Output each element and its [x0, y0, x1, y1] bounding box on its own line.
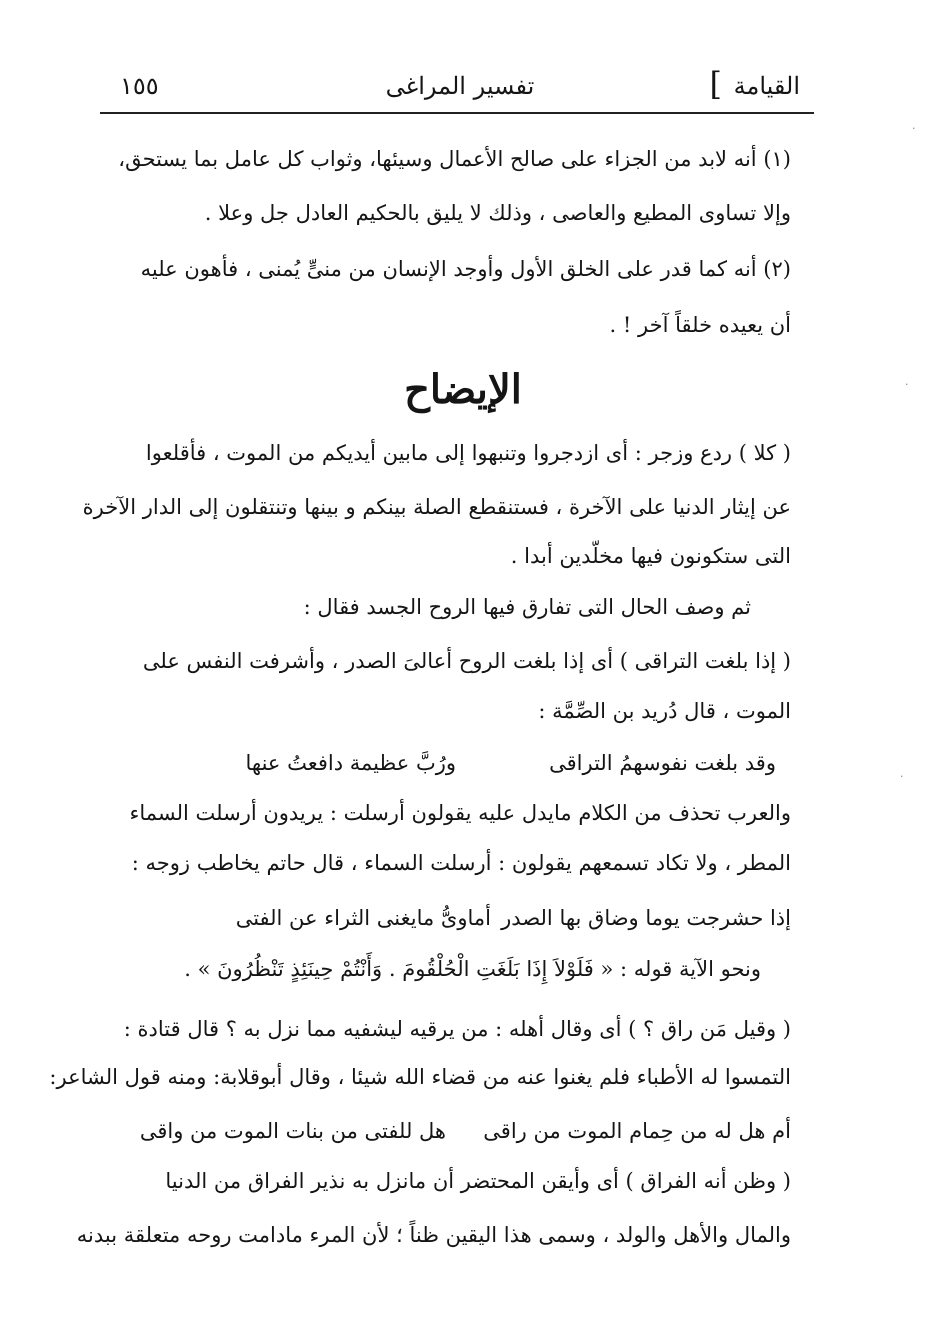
surah-name: القيامة — [733, 72, 800, 100]
body-line: أن يعيده خلقاً آخر ! . — [609, 313, 791, 337]
book-title: تفسير المراغى — [385, 72, 535, 100]
body-line: ونحو الآية قوله : « فَلَوْلاَ إِذَا بَلَغَتِ الْحُلْقُومَ . وَأَنْتُمْ حِينَئِذٍ تَنْظُرُونَ » . — [184, 957, 761, 981]
body-line: والمال والأهل والولد ، وسمى هذا اليقين ظناً ؛ لأن المرء مادامت روحه متعلقة ببدنه — [76, 1223, 791, 1247]
body-line: ( كلا ) ردع وزجر : أى ازدجروا وتنبهوا إلى مابين أيديكم من الموت ، فأقلعوا — [145, 441, 791, 465]
running-header — [110, 66, 810, 106]
body-line: ثم وصف الحال التى تفارق فيها الروح الجسد فقال : — [303, 595, 751, 619]
section-heading: الإيضاح — [404, 366, 522, 413]
header-rule — [100, 112, 814, 114]
verse-hemistich: إذا حشرجت يوما وضاق بها الصدر — [501, 906, 791, 930]
scan-speck: · — [905, 378, 909, 391]
verse-hemistich: أماوىُّ مايغنى الثراء عن الفتى — [235, 906, 491, 930]
body-line: التمسوا له الأطباء فلم يغنوا عنه من قضاء الله شيئا ، وقال أبوقلابة: ومنه قول الشاعر: — [49, 1065, 791, 1089]
body-line: ( وقيل مَن راق ؟ ) أى وقال أهله : من يرقيه ليشفيه مما نزل به ؟ قال قتادة : — [123, 1017, 791, 1041]
verse-hemistich: هل للفتى من بنات الموت من واقى — [139, 1119, 446, 1143]
scan-speck: · — [900, 770, 904, 783]
scan-speck: · — [912, 122, 916, 135]
verse-hemistich: أم هل له من حِمام الموت من راقى — [483, 1119, 791, 1143]
body-line: والعرب تحذف من الكلام مايدل عليه يقولون أرسلت : يريدون أرسلت السماء — [129, 801, 791, 825]
body-line: عن إيثار الدنيا على الآخرة ، فستنقطع الصلة بينكم و بينها وتنتقلون إلى الدار الآخرة — [82, 495, 791, 519]
body-line: المطر ، ولا تكاد تسمعهم يقولون : أرسلت السماء ، قال حاتم يخاطب زوجه : — [131, 851, 791, 875]
body-line: التى ستكونون فيها مخلّدين أبدا . — [510, 544, 791, 568]
body-line: (١) أنه لابد من الجزاء على صالح الأعمال وسيئها، وثواب كل عامل بما يستحق، — [118, 147, 791, 171]
header-bracket: ] — [709, 65, 722, 103]
body-line: ( وظن أنه الفراق ) أى وأيقن المحتضر أن مانزل به نذير الفراق من الدنيا — [165, 1169, 791, 1193]
verse-hemistich: وقد بلغت نفوسهمُ التراقى — [549, 751, 776, 775]
body-line: (٢) أنه كما قدر على الخلق الأول وأوجد الإنسان من منىٍّ يُمنى ، فأهون عليه — [140, 257, 791, 281]
verse-hemistich: ورُبَّ عظيمة دافعتُ عنها — [245, 751, 456, 775]
body-line: وإلا تساوى المطيع والعاصى ، وذلك لا يليق بالحكيم العادل جل وعلا . — [204, 201, 791, 225]
body-line: ( إذا بلغت التراقى ) أى إذا بلغت الروح أعالىَ الصدر ، وأشرفت النفس على — [142, 649, 791, 673]
body-line: الموت ، قال دُريد بن الصِّمَّة : — [538, 699, 791, 723]
page-number: ١٥٥ — [120, 72, 159, 100]
